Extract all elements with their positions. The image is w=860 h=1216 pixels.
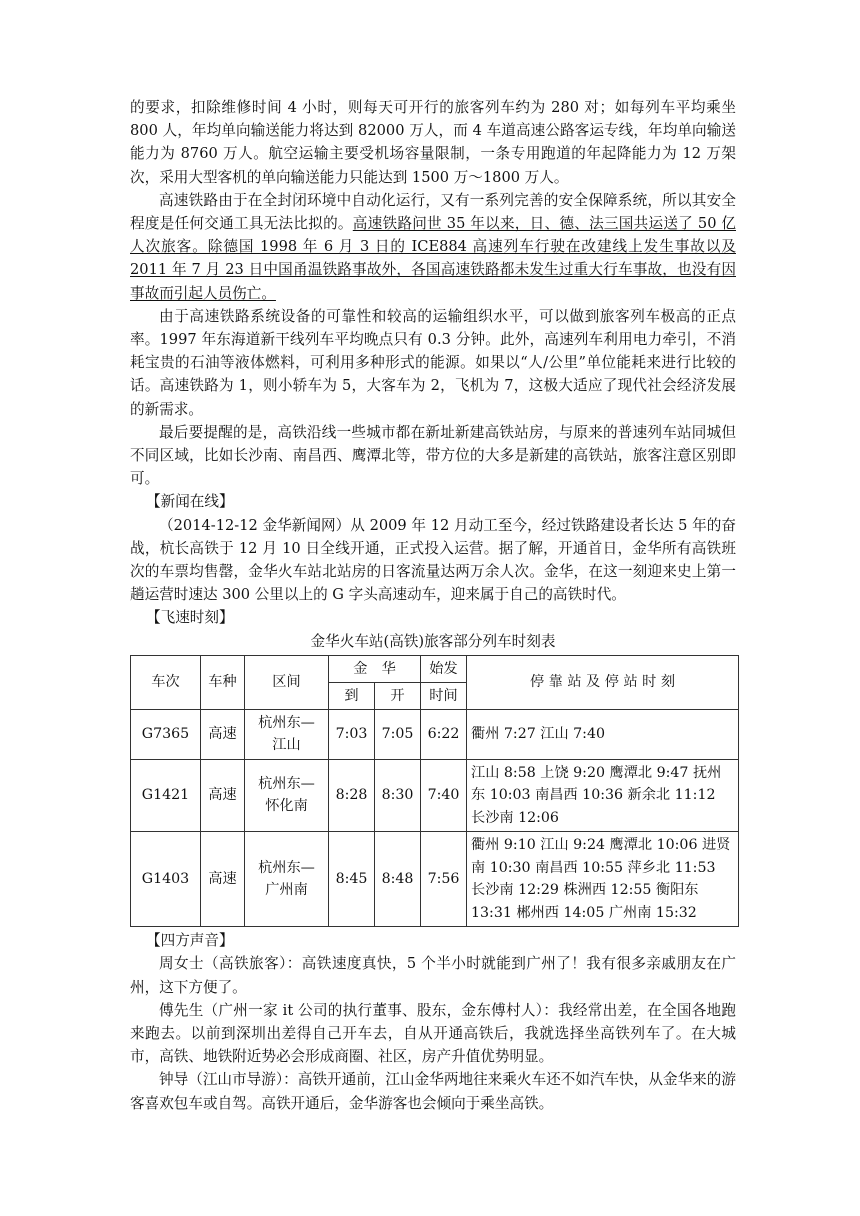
safety-text: 高速铁路由于在全封闭环境中自动化运行，又有一系列完善的安全保障系统，所以其安全程度是任何交通工具无法比拟的。 bbox=[130, 191, 736, 233]
header-train: 车次 bbox=[131, 655, 201, 709]
paragraph-reminder: 最后要提醒的是，高铁沿线一些城市都在新址新建高铁站房，与原来的普速列车站同城但不同区域，比如长沙南、南昌西、鹰潭北等，带方位的大多是新建的高铁站，旅客注意区别即可。 bbox=[130, 423, 736, 488]
header-section: 区间 bbox=[245, 655, 329, 709]
table-header-row bbox=[131, 655, 739, 682]
paragraph-voice-zhong: 钟导（江山市导游）：高铁开通前，江山金华两地往来乘火车还不如汽车快，从金华来的游客喜欢包车或自驾。高铁开通后，金华游客也会倾向于乘坐高铁。 bbox=[130, 1071, 736, 1112]
cell-depart: 8:48 bbox=[375, 832, 421, 927]
cell-origin: 7:56 bbox=[421, 832, 467, 927]
section-to: 广州南 bbox=[265, 882, 308, 899]
cell-stops: 衢州 7:27 江山 7:40 bbox=[467, 709, 739, 759]
header-depart: 开 bbox=[375, 682, 421, 709]
table-caption: 金华火车站(高铁)旅客部分列车时刻表 bbox=[310, 632, 556, 650]
cell-train: G7365 bbox=[131, 709, 201, 759]
header-type: 车种 bbox=[201, 655, 245, 709]
section-heading-voices: 【四方声音】 bbox=[146, 932, 234, 950]
cell-depart: 7:05 bbox=[375, 709, 421, 759]
paragraph-voice-zhou: 周女士（高铁旅客）：高铁速度真快，5 个半小时就能到广州了！我有很多亲戚朋友在广州，这下方便了。 bbox=[130, 955, 736, 996]
section-from: 杭州东— bbox=[258, 776, 315, 793]
cell-arrive: 7:03 bbox=[329, 709, 375, 759]
cell-type: 高速 bbox=[201, 759, 245, 832]
document-page bbox=[130, 96, 736, 1115]
cell-arrive: 8:45 bbox=[329, 832, 375, 927]
cell-type: 高速 bbox=[201, 709, 245, 759]
section-to: 江山 bbox=[272, 737, 301, 754]
section-from: 杭州东— bbox=[258, 860, 315, 877]
table-row bbox=[131, 832, 739, 927]
cell-train: G1403 bbox=[131, 832, 201, 927]
table-row bbox=[131, 709, 739, 759]
table-row bbox=[131, 759, 739, 832]
cell-section bbox=[245, 709, 329, 759]
cell-stops: 江山 8:58 上饶 9:20 鹰潭北 9:47 抚州东 10:03 南昌西 10:36 新余北 11:12 长沙南 12:06 bbox=[467, 759, 739, 832]
safety-underlined-text: 高速铁路问世 35 年以来，日、德、法三国共运送了 50 亿人次旅客。除德国 1998 年 6 月 3 日的 ICE884 高速列车行驶在改建线上发生事故以及 2011 年 7 月 23 日中国甬温铁路事故外，各国高速铁路都未发生过重大行车事故，也没有因事故而引起人员伤亡。 bbox=[130, 215, 736, 302]
cell-origin: 6:22 bbox=[421, 709, 467, 759]
header-jinhua: 金 华 bbox=[329, 655, 421, 682]
header-origin-1: 始发 bbox=[421, 655, 467, 682]
cell-stops: 衢州 9:10 江山 9:24 鹰潭北 10:06 进贤南 10:30 南昌西 10:55 萍乡北 11:53 长沙南 12:29 株洲西 12:55 衡阳东 13:31 郴州西 14:05 广州南 15:32 bbox=[467, 832, 739, 927]
cell-section bbox=[245, 759, 329, 832]
section-from: 杭州东— bbox=[258, 715, 315, 732]
cell-type: 高速 bbox=[201, 832, 245, 927]
cell-arrive: 8:28 bbox=[329, 759, 375, 832]
cell-origin: 7:40 bbox=[421, 759, 467, 832]
cell-train: G1421 bbox=[131, 759, 201, 832]
section-heading-news: 【新闻在线】 bbox=[146, 493, 234, 511]
paragraph-punctuality: 由于高速铁路系统设备的可靠性和较高的运输组织水平，可以做到旅客列车极高的正点率。1997 年东海道新干线列车平均晚点只有 0.3 分钟。此外，高速列车利用电力牵引，不消耗宝贵的石油等液体燃料，可利用多种形式的能源。如果以“人/公里”单位能耗来进行比较的话。高速铁路为 1，则小轿车为 5，大客车为 2，飞机为 7，这极大适应了现代社会经济发展的新需求。 bbox=[130, 307, 736, 418]
cell-depart: 8:30 bbox=[375, 759, 421, 832]
paragraph-news: （2014-12-12 金华新闻网）从 2009 年 12 月动工至今，经过铁路建设者长达 5 年的奋战，杭长高铁于 12 月 10 日全线开通，正式投入运营。据了解，开通首日，金华所有高铁班次的车票均售罄，金华火车站北站房的日客流量达两万余人次。金华，在这一刻迎来史上第一趟运营时速达 300 公里以上的 G 字头高速动车，迎来属于自己的高铁时代。 bbox=[130, 516, 736, 604]
cell-section bbox=[245, 832, 329, 927]
section-heading-timetable: 【飞速时刻】 bbox=[146, 609, 234, 627]
timetable bbox=[130, 655, 739, 928]
header-stops: 停 靠 站 及 停 站 时 刻 bbox=[467, 655, 739, 709]
header-origin-2: 时间 bbox=[421, 682, 467, 709]
header-arrive: 到 bbox=[329, 682, 375, 709]
section-to: 怀化南 bbox=[265, 798, 308, 815]
paragraph-voice-fu: 傅先生（广州一家 it 公司的执行董事、股东，金东傅村人）：我经常出差，在全国各地跑来跑去。以前到深圳出差得自己开车去，自从开通高铁后，我就选择坐高铁列车了。在大城市，高铁、地铁附近势必会形成商圈、社区，房产升值优势明显。 bbox=[130, 1001, 736, 1066]
paragraph-capacity: 的要求，扣除维修时间 4 小时，则每天可开行的旅客列车约为 280 对；如每列车平均乘坐 800 人，年均单向输送能力将达到 82000 万人，而 4 车道高速公路客运专线，年均单向输送能力为 8760 万人。航空运输主要受机场容量限制，一条专用跑道的年起降能力为 12 万架次，采用大型客机的单向输送能力只能达到 1500 万～1800 万人。 bbox=[130, 99, 736, 186]
paragraph-safety bbox=[130, 189, 736, 305]
